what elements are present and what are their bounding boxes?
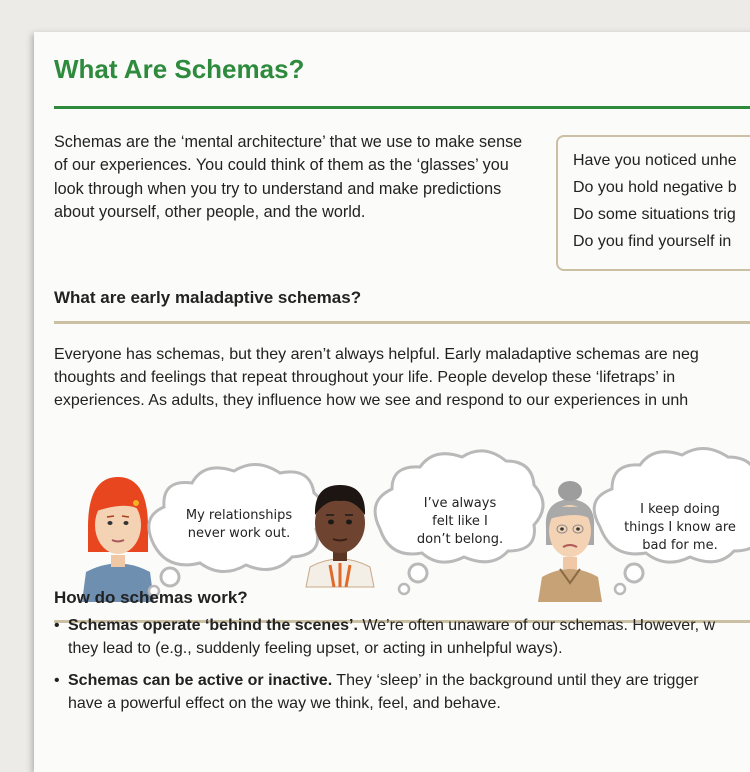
early-schemas-paragraph bbox=[54, 343, 750, 412]
question-item: Have you noticed unhe bbox=[573, 152, 737, 169]
worksheet-page bbox=[34, 32, 750, 772]
bullet-bold: Schemas operate ‘behind the scenes’. bbox=[68, 617, 358, 634]
bullet-item bbox=[54, 614, 750, 660]
older-woman-illustration bbox=[538, 481, 602, 602]
thought-text: My relationships bbox=[185, 508, 293, 523]
paragraph-line: thoughts and feelings that repeat throughout your life. People develop these ‘lifetraps’ in bbox=[54, 369, 676, 386]
questions-box bbox=[556, 135, 750, 271]
paragraph-line: experiences. As adults, they influence how we see and respond to our experiences in unh bbox=[54, 392, 689, 409]
question-item: Do some situations trig bbox=[573, 206, 736, 223]
thought-bubble bbox=[149, 464, 325, 596]
bullet-text: They ‘sleep’ in the background until they are trigger bbox=[332, 672, 699, 689]
woman-redhead-illustration bbox=[82, 477, 154, 602]
thought-bubble bbox=[375, 451, 543, 594]
bullet-text: We’re often unaware of our schemas. However, w bbox=[357, 617, 716, 634]
bullet-item bbox=[54, 669, 750, 715]
intro-paragraph: Schemas are the ‘mental architecture’ that we use to make sense of our experiences. You could think of them as the ‘glasses’ you look through when you try to understand and make predictions about yourself, other people, and the world. bbox=[54, 133, 523, 222]
thought-text: I’ve always bbox=[423, 496, 497, 511]
bullet-bold: Schemas can be active or inactive. bbox=[68, 672, 333, 689]
question-item: Do you hold negative b bbox=[573, 179, 737, 196]
section-divider bbox=[54, 321, 750, 324]
heading-how-schemas-work: How do schemas work? bbox=[54, 588, 248, 607]
bullet-continuation: have a powerful effect on the way we think, feel, and behave. bbox=[68, 695, 501, 712]
thought-text: I keep doing bbox=[640, 502, 720, 517]
paragraph-line: Everyone has schemas, but they aren’t always helpful. Early maladaptive schemas are neg bbox=[54, 346, 699, 363]
illustrations-row bbox=[34, 427, 750, 607]
schema-bullets bbox=[54, 614, 750, 724]
thought-text: felt like I bbox=[432, 514, 488, 529]
thought-text: don’t belong. bbox=[416, 532, 504, 547]
thought-text: bad for me. bbox=[642, 538, 718, 553]
thought-text: never work out. bbox=[187, 526, 291, 541]
heading-early-maladaptive: What are early maladaptive schemas? bbox=[54, 288, 362, 307]
page-title: What Are Schemas? bbox=[54, 54, 305, 84]
title-divider bbox=[54, 106, 750, 109]
bullet-continuation: they lead to (e.g., suddenly feeling upset, or acting in unhelpful ways). bbox=[68, 640, 563, 657]
thought-text: things I know are bbox=[624, 520, 736, 535]
question-item: Do you find yourself in bbox=[573, 233, 732, 250]
thought-bubble bbox=[594, 448, 750, 594]
